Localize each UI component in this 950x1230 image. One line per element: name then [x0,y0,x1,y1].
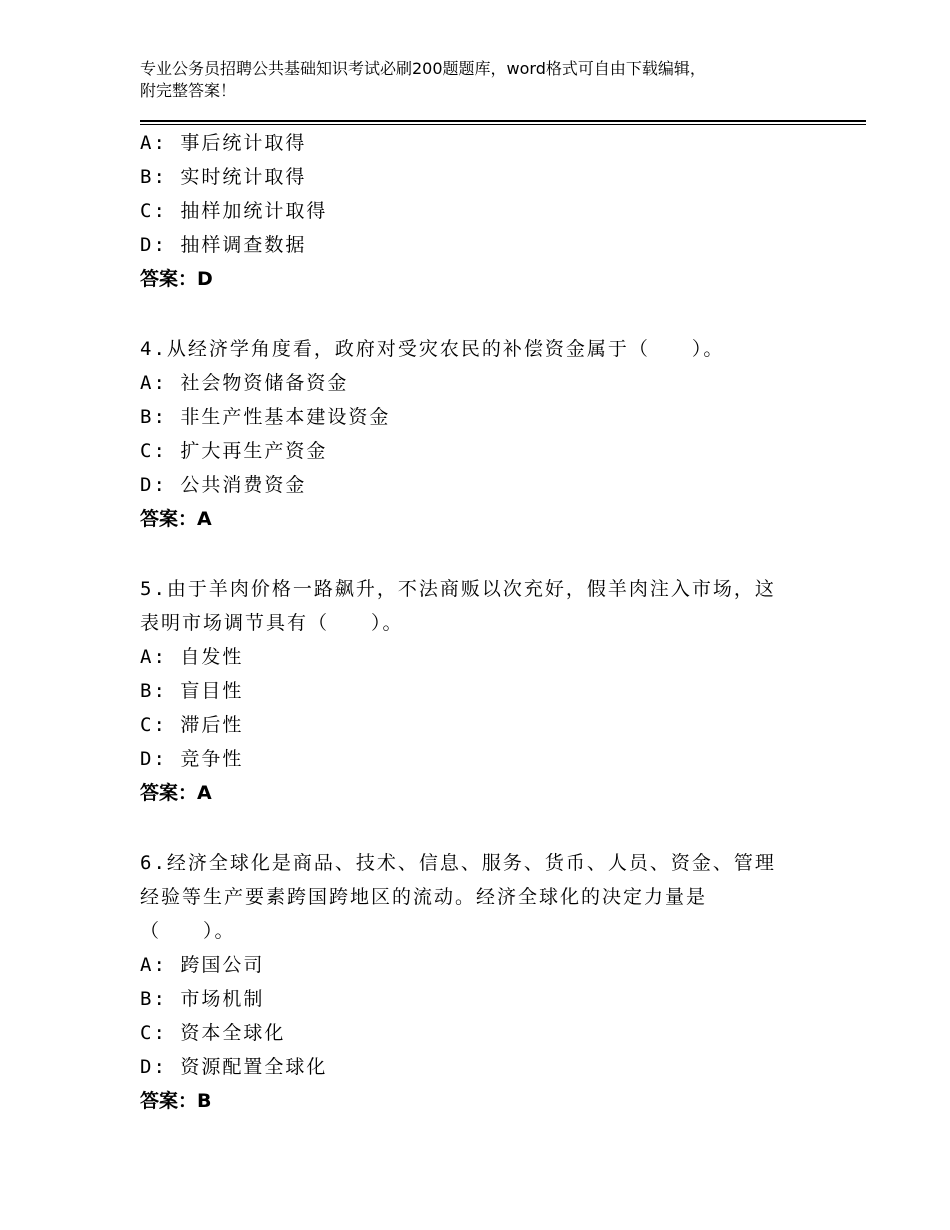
question-list [140,126,820,1118]
header-divider [140,120,866,125]
answer-label: 答案：D [140,268,213,290]
question-6 [140,846,820,1118]
option-d: D: 公共消费资金 [140,474,307,496]
option-a: A: 自发性 [140,646,244,668]
option-a: A: 事后统计取得 [140,132,307,154]
answer-label: 答案：B [140,1090,212,1112]
option-a: A: 社会物资储备资金 [140,372,349,394]
option-b: B: 实时统计取得 [140,166,307,188]
question-stem-line-1: 6.经济全球化是商品、技术、信息、服务、货币、人员、资金、管理 [140,852,776,874]
option-c: C: 资本全球化 [140,1022,286,1044]
header-line-1: 专业公务员招聘公共基础知识考试必刷200题题库，word格式可自由下载编辑， [140,59,706,78]
answer-label: 答案：A [140,782,212,804]
question-stem-line-1: 5.由于羊肉价格一路飙升，不法商贩以次充好，假羊肉注入市场，这 [140,578,776,600]
option-b: B: 市场机制 [140,988,265,1010]
header-line-2: 附完整答案！ [140,81,237,100]
question-stem-line-3: （ ）。 [140,920,236,942]
option-c: C: 滞后性 [140,714,244,736]
question-stem: 4.从经济学角度看，政府对受灾农民的补偿资金属于（ ）。 [140,338,725,360]
page-header [140,58,840,102]
question-5 [140,572,820,810]
option-c: C: 抽样加统计取得 [140,200,328,222]
question-4 [140,332,820,536]
option-b: B: 非生产性基本建设资金 [140,406,391,428]
option-a: A: 跨国公司 [140,954,265,976]
option-c: C: 扩大再生产资金 [140,440,328,462]
option-d: D: 资源配置全球化 [140,1056,328,1078]
answer-label: 答案：A [140,508,212,530]
question-stem-line-2: 经验等生产要素跨国跨地区的流动。经济全球化的决定力量是 [140,886,708,908]
option-d: D: 竞争性 [140,748,244,770]
option-b: B: 盲目性 [140,680,244,702]
question-3 [140,126,820,296]
question-stem-line-2: 表明市场调节具有（ ）。 [140,612,404,634]
option-d: D: 抽样调查数据 [140,234,307,256]
